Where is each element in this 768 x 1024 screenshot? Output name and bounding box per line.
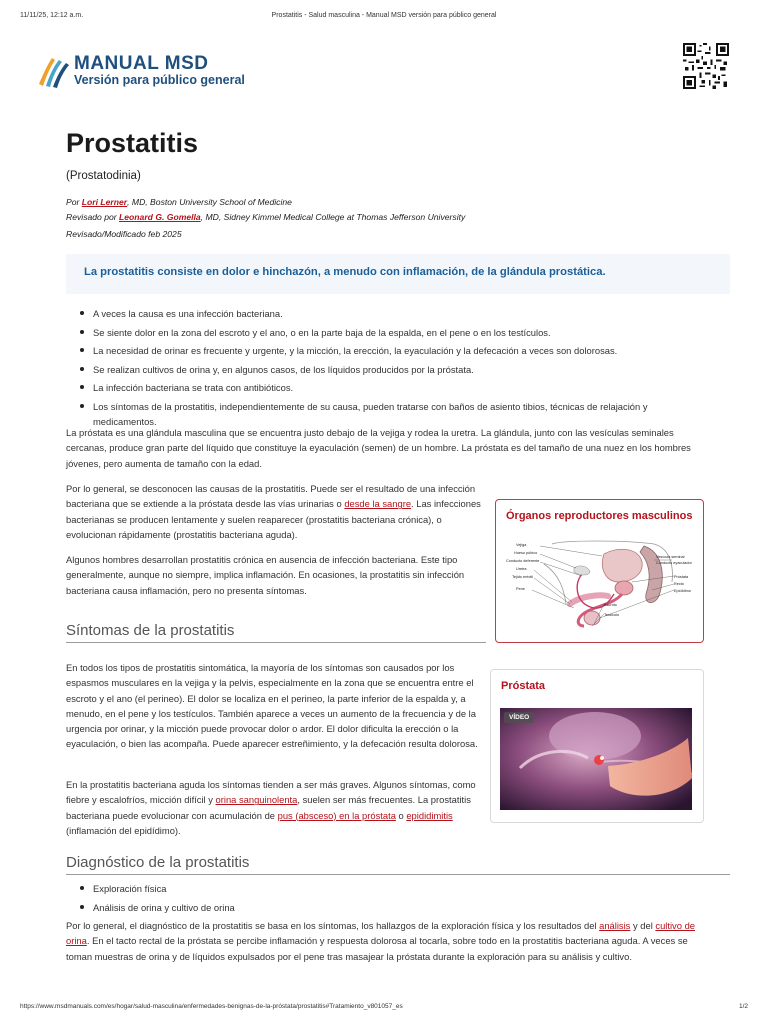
label-conducto-deferente: Conducto deferente	[506, 559, 540, 563]
page-subtitle: (Prostatodinia)	[66, 170, 141, 182]
section-heading-diagnosis: Diagnóstico de la prostatitis	[66, 854, 250, 871]
intro-paragraph-3: Algunos hombres desarrollan prostatitis crónica en ausencia de infección bacteriana. Este tipo generalmente, aunque no siempre, implica inflamación. En ocasiones, la prostatitis sin infección bacteriana causa inflamación, pero no presenta síntomas.	[66, 554, 465, 596]
summary-text: La prostatitis consiste en dolor e hinchazón, a menudo con inflamación, de la glándula prostática.	[84, 266, 606, 278]
symptoms-paragraph-2	[66, 777, 478, 838]
diagnosis-paragraph-1	[66, 918, 714, 964]
label-vesicula: Vesícula seminal	[656, 555, 685, 559]
logo-name: MANUAL MSD	[74, 53, 209, 74]
reproductive-organs-illustration	[504, 534, 696, 630]
figure-card-title: Órganos reproductores masculinos	[506, 510, 693, 522]
list-item: La infección bacteriana se trata con antibióticos.	[66, 380, 686, 395]
list-item: Se realizan cultivos de orina y, en algunos casos, de los líquidos producidos por la próstata.	[66, 362, 686, 377]
label-uretra: Uretra	[516, 567, 527, 571]
text-span: . En el tacto rectal de la próstata se percibe inflamación y respuesta dolorosa al tocarla, sobre todo en la prostatitis bacteriana aguda. A veces se toman muestras de orina y de líquidos expulsados por el pene tras masajear la próstata durante la exploración para su análisis y cultivo.	[66, 935, 688, 962]
label-vejiga: Vejiga	[516, 543, 527, 547]
prostate-video-frame	[500, 708, 692, 810]
author-link-gomella[interactable]: Leonard G. Gomella	[119, 212, 201, 222]
summary-box	[66, 254, 730, 294]
author-line	[66, 195, 465, 210]
link-absceso-prostata[interactable]: pus (absceso) en la próstata	[277, 809, 396, 821]
qr-code-icon	[682, 43, 730, 89]
key-points-list	[66, 306, 686, 432]
label-conducto-eyaculador: Conducto eyaculador	[656, 561, 692, 565]
symptoms-paragraph-1: En todos los tipos de prostatitis sintomática, la mayoría de los síntomas son causados por los espasmos musculares en la vejiga y la pelvis, especialmente en la zona que se encuentra entre el escroto y el ano (el perineo). El dolor se localiza en el perineo, la parte inferior de la espalda y, a menudo, en el pene y los testículos. También aparece a veces un aumento de la frecuencia y de la urgencia por orinar, y la micción puede provocar dolor o ardor. El dolor dificulta la erección o la eyaculación, o bien las acompaña. Puede aparecer estreñimiento, y la defecación resulta dolorosa.	[66, 662, 478, 750]
link-orina-sanguinolenta[interactable]: orina sanguinolenta	[215, 794, 298, 806]
label-tejido-erectil: Tejido eréctil	[512, 575, 534, 579]
text-span: (inflamación del epidídimo).	[66, 824, 181, 836]
label-recto: Recto	[674, 582, 684, 586]
site-logo[interactable]	[36, 52, 276, 92]
label-hueso-pubico: Hueso púbico	[514, 551, 538, 555]
link-analisis[interactable]: análisis	[599, 920, 631, 931]
author-affiliation: , MD, Boston University School of Medicine	[127, 197, 292, 207]
list-item: La necesidad de orinar es frecuente y urgente, y la micción, la erección, la eyaculación y la defecación a veces son dolorosas.	[66, 343, 686, 358]
list-item: Se siente dolor en la zona del escroto y el ano, o en la parte baja de la espalda, en el pene o en los testículos.	[66, 325, 686, 340]
print-date: 11/11/25, 12:12 a.m.	[20, 12, 84, 19]
reviewed-by-prefix: Revisado por	[66, 212, 120, 222]
intro-paragraph-2	[66, 481, 486, 542]
logo-tagline: Versión para público general	[74, 73, 245, 87]
by-prefix: Por	[66, 197, 82, 207]
intro-paragraph-1: La próstata es una glándula masculina que se encuentra justo debajo de la vejiga y rodea la uretra. La glándula, junto con las vesículas seminales cercanas, produce gran parte del líquido que constituye la eyaculación (semen) de un hombre. La próstata es del tamaño de una nuez en los hombres jóvenes, pero aumenta de tamaño con la edad.	[66, 427, 691, 469]
label-escroto: Escroto	[604, 603, 617, 607]
section-divider	[66, 642, 486, 643]
text-span: Por lo general, el diagnóstico de la prostatitis se basa en los síntomas, los hallazgos de la exploración física y los resultados del	[66, 920, 600, 931]
text-span: . Las infecciones bacterianas se producen lentamente y suelen reaparecer (prostatitis bacteriana crónica), o evolucionan rápidamente (prostatitis bacteriana aguda).	[66, 498, 481, 540]
link-desde-la-sangre[interactable]: desde la sangre	[344, 498, 412, 510]
text-span: , suelen ser más frecuentes. La prostatitis bacteriana puede evolucionar con acumulación de	[66, 794, 471, 821]
reviewer-affiliation: , MD, Sidney Kimmel Medical College at Thomas Jefferson University	[200, 212, 466, 222]
list-item: Los síntomas de la prostatitis, independientemente de su causa, pueden tratarse con baños de asiento tibios, técnicas de relajación y medicamentos.	[66, 399, 686, 429]
section-divider	[66, 874, 730, 875]
print-page-title: Prostatitis - Salud masculina - Manual MSD versión para público general	[271, 12, 497, 19]
list-item: A veces la causa es una infección bacteriana.	[66, 306, 686, 321]
label-epididimo: Epidídimo	[674, 589, 691, 593]
print-url: https://www.msdmanuals.com/es/hogar/salud-masculina/enfermedades-benignas-de-la-próstata/prostatitis#Tratamiento_v801057_es	[20, 1003, 403, 1010]
reviewed-date: Revisado/Modificado feb 2025	[66, 229, 182, 239]
video-thumbnail[interactable]	[500, 708, 692, 810]
link-cultivo-de-orina[interactable]: cultivo de orina	[66, 920, 695, 947]
section-heading-symptoms: Síntomas de la prostatitis	[66, 622, 235, 639]
list-item: Análisis de orina y cultivo de orina	[66, 900, 235, 915]
label-prostata: Próstata	[674, 575, 689, 579]
label-testiculo: Testículo	[604, 613, 619, 617]
page-title: Prostatitis	[66, 128, 199, 158]
text-span: y del	[630, 920, 656, 931]
video-card-title: Próstata	[501, 680, 546, 692]
video-badge: VÍDEO	[504, 712, 534, 723]
link-epididimitis[interactable]: epididimitis	[406, 809, 453, 821]
author-link-lerner[interactable]: Lori Lerner	[81, 197, 128, 207]
reviewer-line	[66, 210, 465, 225]
page-number: 1/2	[738, 1003, 748, 1010]
text-span: o	[395, 809, 407, 821]
text-span: En la prostatitis bacteriana aguda los síntomas tienden a ser más graves. Algunos síntomas, como fiebre y escalofríos, micción difícil y	[66, 779, 476, 806]
manual-msd-logo-icon	[36, 52, 74, 90]
diagnosis-list	[66, 881, 235, 918]
figure-card-reproductive-organs[interactable]	[495, 499, 704, 643]
list-item: Exploración física	[66, 881, 235, 896]
text-span: Por lo general, se desconocen las causas de la prostatitis. Puede ser el resultado de una infección bacteriana que se extiende a la próstata desde las vías urinarias o	[66, 483, 476, 510]
author-credits	[66, 195, 465, 225]
label-pene: Pene	[516, 587, 525, 591]
